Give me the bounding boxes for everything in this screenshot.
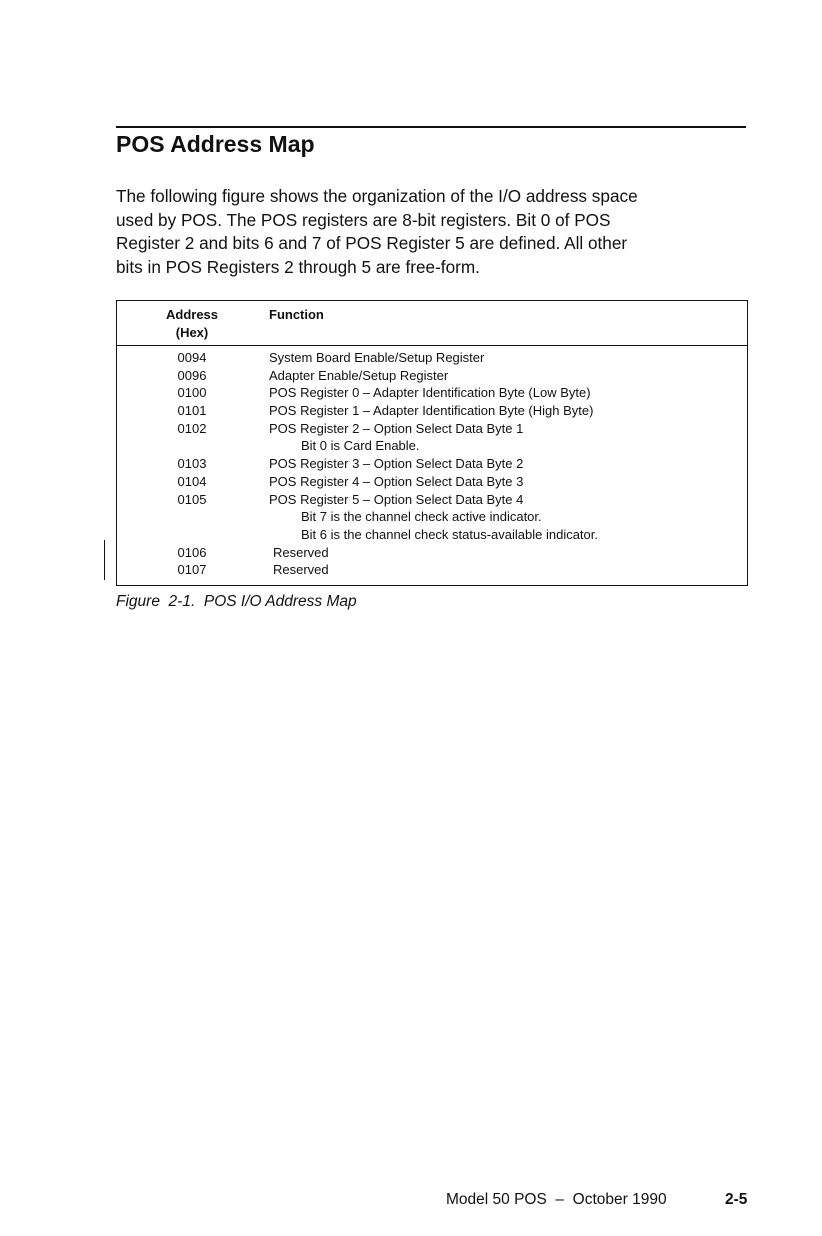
address-map-table <box>116 300 748 586</box>
address-cell: 0104 <box>177 473 207 489</box>
function-cell: Bit 0 is Card Enable. <box>301 438 420 454</box>
table-row <box>117 402 747 420</box>
table-row <box>117 455 747 473</box>
address-cell: 0103 <box>177 456 207 472</box>
table-row <box>117 349 747 367</box>
address-cell: 0105 <box>177 491 207 507</box>
function-cell: Reserved <box>273 562 329 578</box>
address-cell: 0096 <box>177 367 207 383</box>
function-cell: System Board Enable/Setup Register <box>269 350 485 365</box>
page-number: 2-5 <box>725 1191 748 1208</box>
address-cell: 0101 <box>177 403 207 419</box>
figure-caption: Figure 2-1. POS I/O Address Map <box>116 593 357 610</box>
table-row <box>117 526 747 544</box>
table-row <box>117 437 747 455</box>
table-row <box>117 473 747 491</box>
function-cell: POS Register 0 – Adapter Identification Byte (Low Byte) <box>269 385 591 401</box>
table-body <box>117 349 747 579</box>
intro-line: Register 2 and bits 6 and 7 of POS Register 5 are defined. All other <box>116 233 628 253</box>
revision-bar <box>104 540 105 580</box>
intro-line: used by POS. The POS registers are 8-bit registers. Bit 0 of POS <box>116 209 611 230</box>
table-row <box>117 367 747 385</box>
section-rule <box>116 126 746 128</box>
function-cell: Bit 6 is the channel check status-available indicator. <box>301 526 599 542</box>
address-cell: 0107 <box>177 562 207 578</box>
intro-line: bits in POS Registers 2 through 5 are free-form. <box>116 256 480 277</box>
function-cell: POS Register 3 – Option Select Data Byte 2 <box>269 456 524 472</box>
table-row <box>117 508 747 526</box>
table-row <box>117 420 747 438</box>
footer-text: Model 50 POS – October 1990 <box>446 1191 667 1208</box>
address-cell: 0106 <box>177 544 207 560</box>
function-column-header: Function <box>269 307 324 322</box>
table-row <box>117 544 747 562</box>
function-cell: POS Register 2 – Option Select Data Byte 1 <box>269 420 524 436</box>
function-cell: Adapter Enable/Setup Register <box>269 367 449 383</box>
section-title: POS Address Map <box>116 131 315 157</box>
function-cell: Bit 7 is the channel check active indicator. <box>301 509 542 525</box>
table-header <box>117 301 747 346</box>
function-cell: POS Register 1 – Adapter Identification Byte (High Byte) <box>269 403 594 419</box>
function-cell: Reserved <box>273 544 329 560</box>
table-row <box>117 491 747 509</box>
function-cell: POS Register 5 – Option Select Data Byte 4 <box>269 491 524 507</box>
address-cell: 0094 <box>177 350 207 365</box>
function-cell: POS Register 4 – Option Select Data Byte 3 <box>269 473 524 489</box>
intro-paragraph <box>116 185 756 279</box>
intro-line: The following figure shows the organization of the I/O address space <box>116 186 638 206</box>
address-cell: 0100 <box>177 385 207 401</box>
address-column-header: Address (Hex) <box>165 307 219 340</box>
table-row <box>117 384 747 402</box>
table-row <box>117 561 747 579</box>
address-cell: 0102 <box>177 420 207 436</box>
